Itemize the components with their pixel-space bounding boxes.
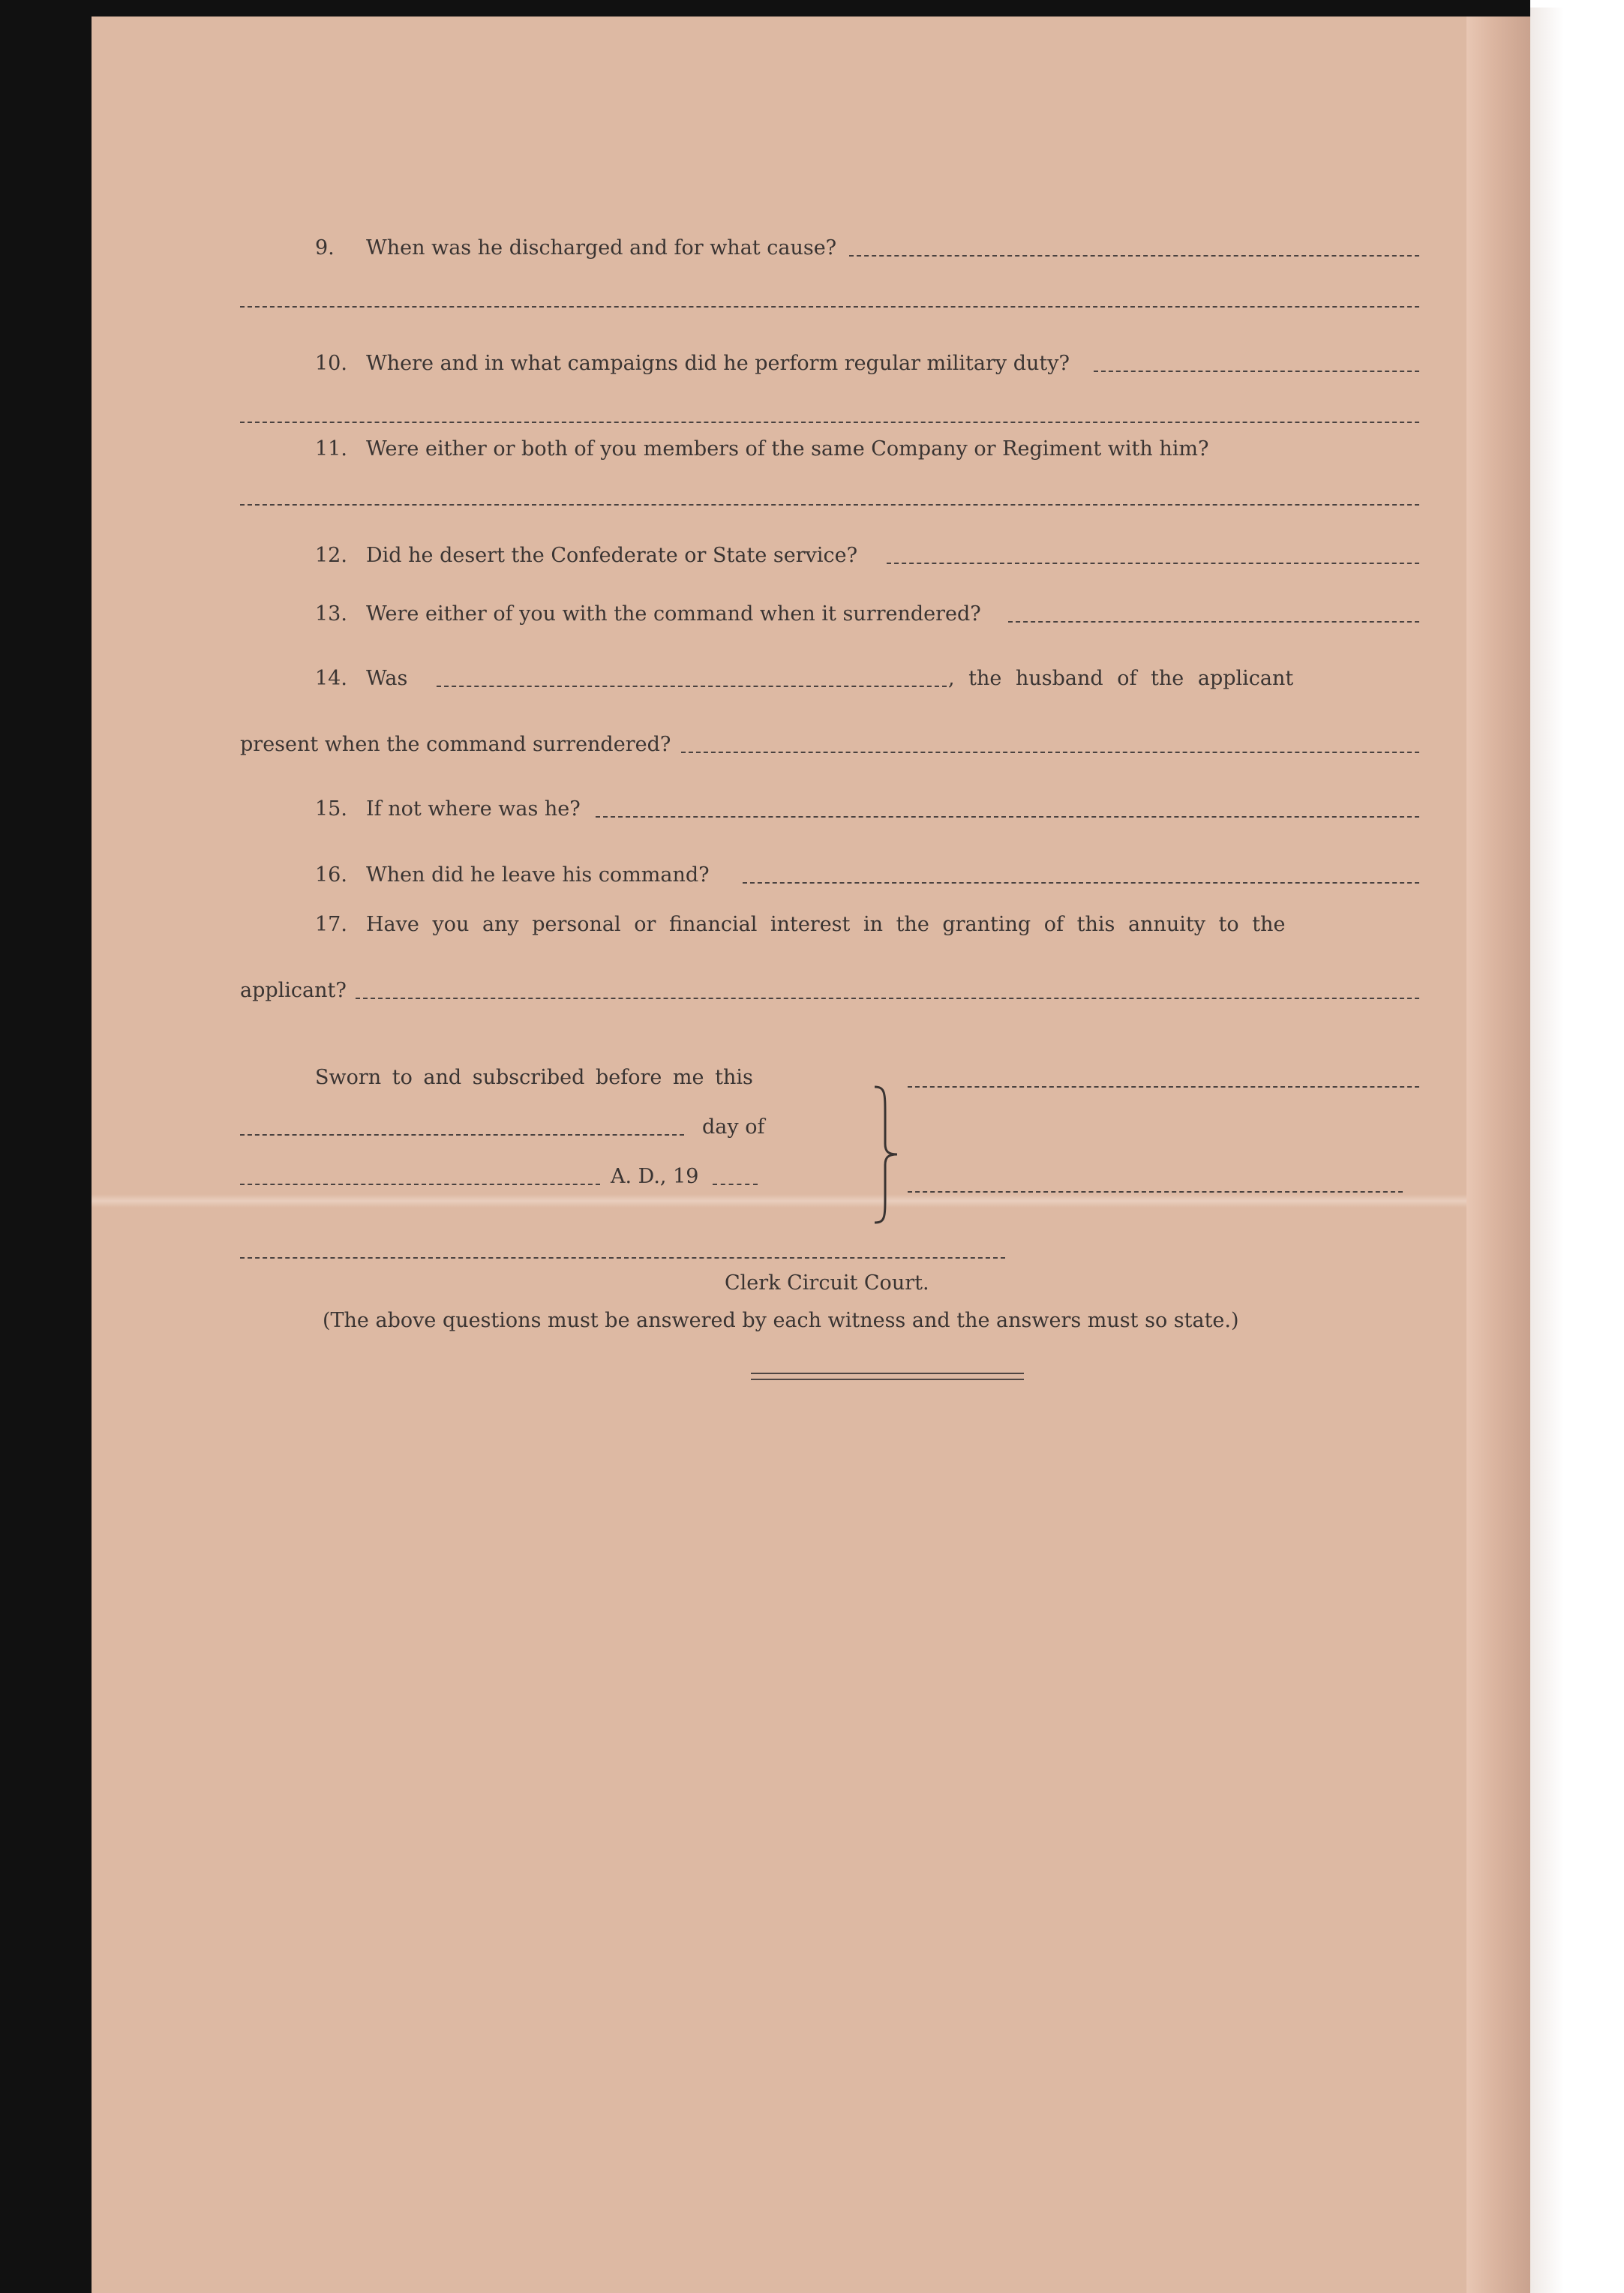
question-14	[315, 666, 407, 692]
jurat-day-of: day of	[702, 1115, 765, 1139]
answer-line-11[interactable]	[240, 504, 1419, 506]
question-number: 15.	[315, 797, 347, 821]
closing-rule-bottom	[751, 1379, 1024, 1380]
question-number: 17.	[315, 913, 347, 936]
question-text: Was	[366, 667, 408, 690]
answer-line-15[interactable]	[596, 816, 1419, 818]
question-number: 9.	[315, 236, 335, 260]
answer-line-9a[interactable]	[849, 255, 1419, 257]
answer-line-10b[interactable]	[240, 422, 1419, 423]
question-16	[315, 863, 710, 888]
question-number: 12.	[315, 544, 347, 567]
question-text: When was he discharged and for what cause?	[366, 236, 837, 260]
question-text: When did he leave his command?	[366, 863, 710, 887]
brace-icon	[872, 1085, 902, 1224]
jurat-month-line[interactable]	[240, 1184, 600, 1185]
scan-border-top	[0, 0, 1530, 17]
question-number: 14.	[315, 667, 347, 690]
question-14-line-2: present when the command surrendered?	[240, 733, 671, 756]
question-17-line-2: applicant?	[240, 979, 347, 1002]
question-number: 10.	[315, 352, 347, 375]
footnote: (The above questions must be answered by each witness and the answers must so state.)	[323, 1309, 1239, 1332]
jurat-ad: A. D., 19	[611, 1165, 699, 1188]
jurat-day-line[interactable]	[240, 1134, 684, 1136]
signature-line-2[interactable]	[908, 1191, 1403, 1193]
jurat-line-1: Sworn to and subscribed before me this	[315, 1066, 753, 1089]
answer-line-12[interactable]	[887, 563, 1419, 564]
answer-line-9b[interactable]	[240, 306, 1419, 308]
question-text: Have you any personal or financial interest in the granting of this annuity to the	[366, 913, 1286, 936]
sleeve-edge	[1530, 8, 1564, 2293]
question-text: Were either or both of you members of the same Company or Regiment with him?	[366, 437, 1209, 461]
question-17	[315, 912, 1285, 938]
question-text: If not where was he?	[366, 797, 581, 821]
clerk-signature-line[interactable]	[240, 1257, 1005, 1259]
closing-rule-top	[751, 1373, 1024, 1374]
jurat-year-line[interactable]	[713, 1184, 758, 1185]
page-fold	[92, 1194, 1466, 1208]
question-15	[315, 797, 581, 822]
question-number: 11.	[315, 437, 347, 461]
question-10	[315, 351, 1070, 377]
answer-line-13[interactable]	[1008, 621, 1419, 623]
clerk-title: Clerk Circuit Court.	[725, 1271, 929, 1295]
question-14-continuation: , the husband of the applicant	[948, 667, 1294, 690]
question-text: Did he desert the Confederate or State service?	[366, 544, 858, 567]
form-page	[92, 17, 1466, 2293]
question-number: 16.	[315, 863, 347, 887]
question-9	[315, 236, 836, 261]
answer-line-16[interactable]	[743, 882, 1419, 884]
name-line-14[interactable]	[437, 686, 947, 687]
answer-line-14[interactable]	[681, 752, 1419, 753]
answer-line-10a[interactable]	[1094, 371, 1419, 372]
answer-line-17[interactable]	[356, 998, 1419, 999]
scan-border-left	[0, 0, 92, 2293]
signature-line-1[interactable]	[908, 1086, 1419, 1088]
question-text: Were either of you with the command when it surrendered?	[366, 602, 981, 626]
question-13	[315, 602, 981, 627]
question-11	[315, 437, 1208, 462]
question-12	[315, 543, 857, 569]
under-sheet-edge	[1466, 17, 1530, 2293]
question-number: 13.	[315, 602, 347, 626]
question-text: Where and in what campaigns did he perform regular military duty?	[366, 352, 1070, 375]
